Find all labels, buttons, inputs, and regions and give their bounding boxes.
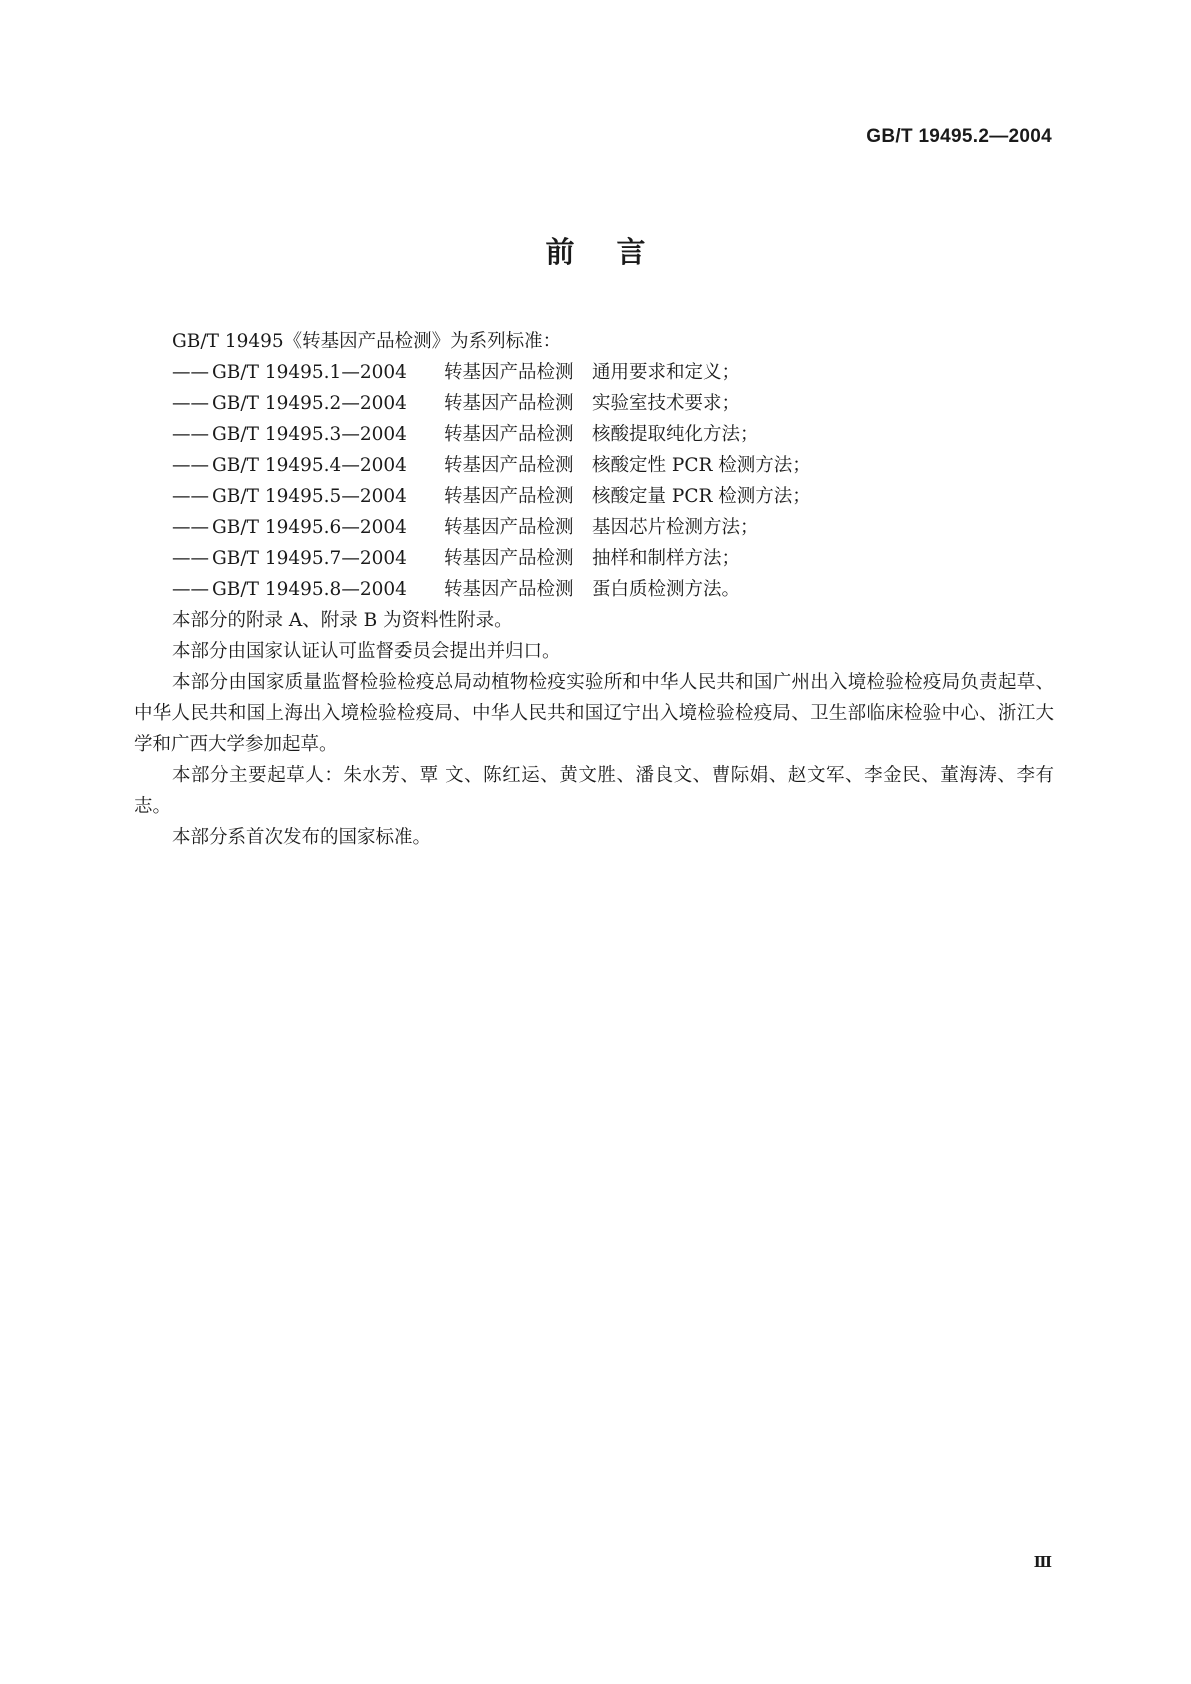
standard-code: GB/T 19495.7—2004 [212, 548, 407, 569]
standard-name: 转基因产品检测 [444, 455, 574, 476]
standard-code: GB/T 19495.3—2004 [212, 424, 407, 445]
series-item-1 [134, 357, 1054, 388]
standard-code: GB/T 19495.4—2004 [212, 455, 407, 476]
standard-name: 转基因产品检测 [444, 393, 574, 414]
dash: —— [172, 455, 209, 476]
standard-code: GB/T 19495.5—2004 [212, 486, 407, 507]
proposer-paragraph: 本部分由国家认证认可监督委员会提出并归口。 [172, 641, 561, 662]
standard-subtitle: 核酸定量 PCR 检测方法； [592, 486, 811, 507]
dash: —— [172, 517, 209, 538]
dash: —— [172, 548, 209, 569]
series-list [134, 357, 1054, 605]
standard-subtitle: 核酸定性 PCR 检测方法； [592, 455, 811, 476]
series-item-6 [134, 512, 1054, 543]
drafters-paragraph: 本部分主要起草人：朱水芳、覃 文、陈红运、黄文胜、潘良文、曹际娟、赵文军、李金民、董海涛、李有志。 [134, 765, 1054, 817]
standard-subtitle: 抽样和制样方法； [592, 548, 741, 569]
first-release-paragraph: 本部分系首次发布的国家标准。 [172, 827, 432, 848]
standard-subtitle: 核酸提取纯化方法； [592, 424, 759, 445]
standard-name: 转基因产品检测 [444, 362, 574, 383]
standard-name: 转基因产品检测 [444, 548, 574, 569]
dash: —— [172, 393, 209, 414]
series-item-7 [134, 543, 1054, 574]
foreword-body [134, 326, 1054, 853]
standard-subtitle: 通用要求和定义； [592, 362, 741, 383]
standard-name: 转基因产品检测 [444, 424, 574, 445]
standard-subtitle: 基因芯片检测方法； [592, 517, 759, 538]
drafting-units-paragraph: 本部分由国家质量监督检验检疫总局动植物检疫实验所和中华人民共和国广州出入境检验检疫局负责起草、中华人民共和国上海出入境检验检疫局、中华人民共和国辽宁出入境检验检疫局、卫生部临床检验中心、浙江大学和广西大学参加起草。 [134, 672, 1054, 755]
standard-code: GB/T 19495.6—2004 [212, 517, 407, 538]
dash: —— [172, 424, 209, 445]
dash: —— [172, 362, 209, 383]
dash: —— [172, 579, 209, 600]
standard-name: 转基因产品检测 [444, 517, 574, 538]
standard-code: GB/T 19495.2—2004 [212, 393, 407, 414]
series-item-5 [134, 481, 1054, 512]
series-item-3 [134, 419, 1054, 450]
standard-name: 转基因产品检测 [444, 486, 574, 507]
standard-subtitle: 蛋白质检测方法。 [592, 579, 741, 600]
dash: —— [172, 486, 209, 507]
series-intro: GB/T 19495《转基因产品检测》为系列标准： [172, 331, 562, 352]
standard-name: 转基因产品检测 [444, 579, 574, 600]
page-title: 前言 [545, 235, 688, 269]
series-item-8 [134, 574, 1054, 605]
page-number: Ⅲ [1033, 1553, 1052, 1571]
annex-paragraph: 本部分的附录 A、附录 B 为资料性附录。 [172, 610, 513, 631]
standard-code: GB/T 19495.1—2004 [212, 362, 407, 383]
series-item-4 [134, 450, 1054, 481]
series-item-2 [134, 388, 1054, 419]
standard-code: GB/T 19495.8—2004 [212, 579, 407, 600]
standard-number: GB/T 19495.2—2004 [866, 126, 1052, 147]
standard-subtitle: 实验室技术要求； [592, 393, 741, 414]
